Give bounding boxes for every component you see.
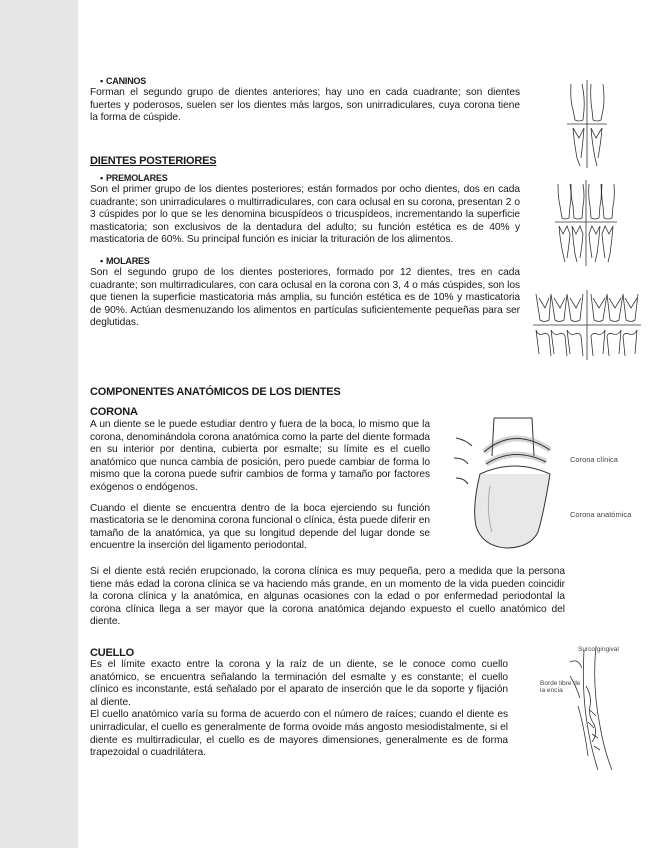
corona-clinica-label: Corona clínica <box>570 455 618 464</box>
canine-teeth-figure <box>565 80 609 168</box>
caninos-text: Forman el segundo grupo de dientes anteriores; hay uno en cada cuadrante; son dientes fuertes y poderosos, suelen ser los dientes más largos, son unirradiculares, cuya corona tiene la forma de cúspide. <box>90 87 520 124</box>
caninos-title: CANINOS <box>106 76 147 86</box>
bullet-icon: ▪ <box>100 173 103 183</box>
posteriores-heading: DIENTES POSTERIORES <box>90 155 217 167</box>
document-page <box>78 0 655 848</box>
corona-text-1: A un diente se le puede estudiar dentro y fuera de la boca, lo mismo que la corona, denominándola corona anatómica como la parte del diente formada en su interior por dentina, cubierta por esmalte; su límite es el cuello anatómico que nunca cambia de posición, pero puede cambiar de forma lo mismo que la corona puede sufrir cambios de forma y tamaño por factores exógenos o endógenos. <box>90 419 430 493</box>
crown-diagram-figure <box>446 416 566 556</box>
cuello-section <box>90 647 508 760</box>
posteriores-section <box>90 155 520 330</box>
caninos-section <box>90 76 520 125</box>
componentes-heading: COMPONENTES ANATÓMICOS DE LOS DIENTES <box>90 386 341 398</box>
gingival-neck-figure <box>540 646 626 772</box>
corona-title: CORONA <box>90 406 138 418</box>
premolares-text: Son el primer grupo de los dientes posteriores; están formados por ocho dientes, dos en cada cuadrante; son unirradiculares o multirradiculares, con cara oclusal en su corona, presentan 2 o 3 cúspides por lo que se les denomina bicuspídeos o tricuspídeos, incrementando la superficie masticatoria; son exclusivos de la dentadura del adulto; su función estética es de 40% y masticatoria de 60%. Su principal función es iniciar la trituración de los alimentos. <box>90 184 520 246</box>
surco-gingival-label: Surco gingival <box>578 646 619 653</box>
cuello-title: CUELLO <box>90 647 135 659</box>
borde-libre-label: Borde libre de la encía <box>540 680 581 694</box>
premolar-teeth-figure <box>555 180 617 266</box>
molares-text: Son el segundo grupo de los dientes posteriores, formado por 12 dientes, tres en cada cuadrante; son multirradiculares, con cara oclusal en la corona con 3, 4 o más cúspides, son los que tienen la superficie masticatoria más amplia, su función estética es de 10% y masticatoria de 90%. Actúan desmenuzando los alimentos en partículas suficientemente pequeñas para ser deglutidas. <box>90 266 520 329</box>
bullet-icon: ▪ <box>100 255 103 266</box>
premolares-title: PREMOLARES <box>106 173 168 183</box>
molares-title: MOLARES <box>106 255 150 266</box>
molar-teeth-figure <box>533 290 641 360</box>
corona-text-2: Cuando el diente se encuentra dentro de la boca ejerciendo su función masticatoria se le denomina corona funcional o clínica, ésta puede diferir en tamaño de la anatómica, ya que su longitud depende del lugar donde se encuentre la inserción del ligamento periodontal. <box>90 502 430 552</box>
cuello-text-2: El cuello anatómico varía su forma de acuerdo con el número de raíces; cuando el diente es unirradicular, el cuello es generalmente de forma ovoide más angosto mesiodistalmente, si el diente es multirradicular, el cuello es de mayores dimensiones, generalmente es de forma trapezoidal o cuadrilátera. <box>90 709 508 759</box>
corona-section <box>90 406 430 553</box>
corona-text-3: Si el diente está recién erupcionado, la corona clínica es muy pequeña, pero a medida que la persona tiene más edad la corona clínica se va haciendo más grande, en un momento de la vida pueden coincidir la corona clínica y la anatómica, en algunas ocasiones con la edad o por enfermedad periodontal la corona clínica llega a ser mayor que la corona anatómica dejando expuesto el cuello anatómico del diente. <box>90 566 565 628</box>
left-margin-strip <box>0 0 78 848</box>
bullet-icon: ▪ <box>100 76 103 86</box>
corona-anatomica-label: Corona anatómica <box>570 510 632 519</box>
cuello-text-1: Es el límite exacto entre la corona y la raíz de un diente, se le conoce como cuello anatómico, se encuentra señalando la terminación del esmalte y es constante; el cuello clínico es inconstante, está señalado por el aparato de inserción que le da soporte y fijación al diente. <box>90 659 508 708</box>
